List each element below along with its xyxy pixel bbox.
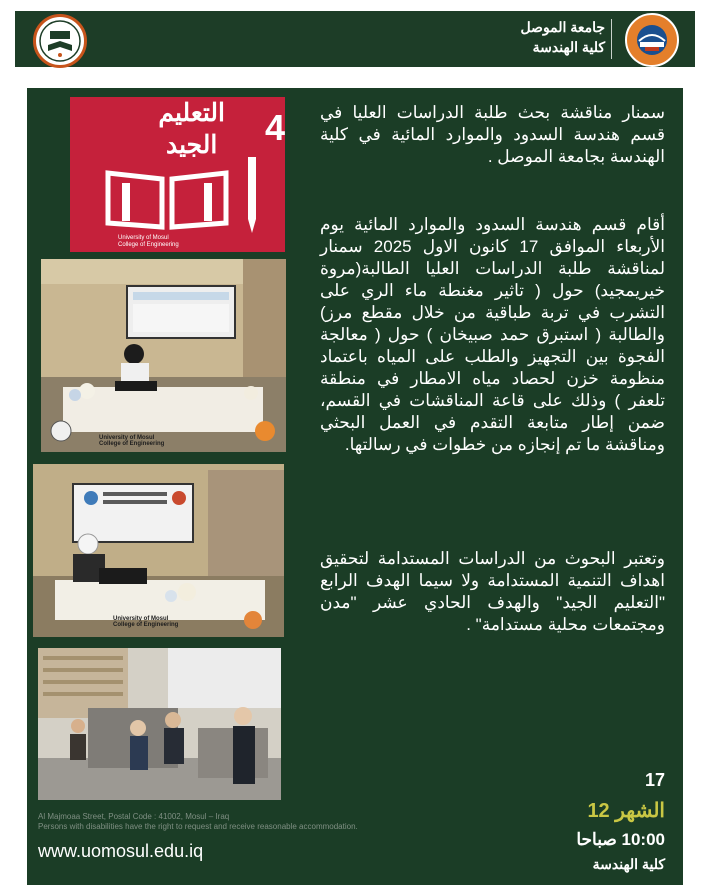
footer-accessibility: Persons with disabilities have the right to request and receive reasonable accommodation. xyxy=(38,822,358,831)
event-month: الشهر 12 xyxy=(587,800,665,822)
article-paragraph-1: سمنار مناقشة بحث طلبة الدراسات العليا في قسم هندسة السدود والموارد المائية في كلية الهندسة بجامعة الموصل . xyxy=(320,103,665,166)
seminar-photo-2 xyxy=(33,464,284,637)
seminar-room-image xyxy=(41,259,286,452)
photo2-caption-line2: College of Engineering xyxy=(113,622,179,628)
audience-photo xyxy=(38,648,281,800)
photo2-caption-line1: University of Mosul xyxy=(113,616,169,622)
event-time: 10:00 صباحا xyxy=(576,830,665,849)
header-divider xyxy=(611,19,612,59)
seminar-photo-1 xyxy=(41,259,286,452)
sdg-number: 4 xyxy=(265,107,285,148)
sdg-title-line1: التعليم xyxy=(158,99,225,127)
sdg-logo-line1: University of Mosul xyxy=(118,235,169,241)
event-day: 17 xyxy=(644,770,665,790)
website-link[interactable]: www.uomosul.edu.iq xyxy=(38,841,204,861)
sdg4-badge xyxy=(70,97,285,252)
sdg-title-line2: الجيد xyxy=(165,131,218,159)
college-name: كلية الهندسة xyxy=(532,39,605,55)
sdg-logo-line2: College of Engineering xyxy=(118,242,179,248)
footer-address-block xyxy=(38,812,358,832)
photo1-caption-line2: College of Engineering xyxy=(99,441,165,447)
audience-image xyxy=(38,648,281,800)
book-emblem-icon xyxy=(36,17,84,65)
event-place: كلية الهندسة xyxy=(592,856,665,872)
article-paragraph-3: وتعتبر البحوث من الدراسات المستدامة لتحقيق اهداف التنمية المستدامة ولا سيما الهدف الرابع "التعليم الجيد" والهدف الحادي عشر "مدن ومجتمعات محلية مستدامة" . xyxy=(320,549,665,634)
article-paragraph-2: أقام قسم هندسة السدود والموارد المائية يوم الأربعاء الموافق 17 كانون الاول 2025 سمنار لمناقشة طلبة الدراسات العليا الطالبة(مروة خيريمجيد) حول ( تاثير مغنطة ماء الري على التشرب في تربة طباقية من خلال مقطع مرز) والطالبة ( استبرق حمد صبيخان ) حول ( معالجة الفجوة بين التجهيز والطلب على المياه باعتماد منظومة خزن لحصاد مياه الامطار في منطقة تلعفر ) وذلك على قاعة المناقشات في القسم، ضمن إطار متابعة التقدم في العمل البحثي ومناقشة ما تم إنجازه من خطوات في رسالتها. xyxy=(320,215,665,454)
college-logo xyxy=(625,13,679,67)
university-logo xyxy=(33,14,87,68)
footer-address: Al Majmoaa Street, Postal Code : 41002, Mosul – Iraq xyxy=(38,812,230,821)
header-bar xyxy=(15,11,695,67)
pencil-icon xyxy=(246,157,258,237)
presentation-image xyxy=(33,464,284,637)
sdg-title xyxy=(158,97,225,161)
sdg-logo-caption xyxy=(118,235,179,249)
open-book-icon xyxy=(98,165,238,235)
photo1-caption xyxy=(99,435,164,447)
university-name: جامعة الموصل xyxy=(520,19,605,35)
photo1-caption-line1: University of Mosul xyxy=(99,435,155,441)
dam-emblem-icon xyxy=(627,15,677,65)
header-title xyxy=(520,17,605,57)
photo2-caption xyxy=(113,616,178,628)
